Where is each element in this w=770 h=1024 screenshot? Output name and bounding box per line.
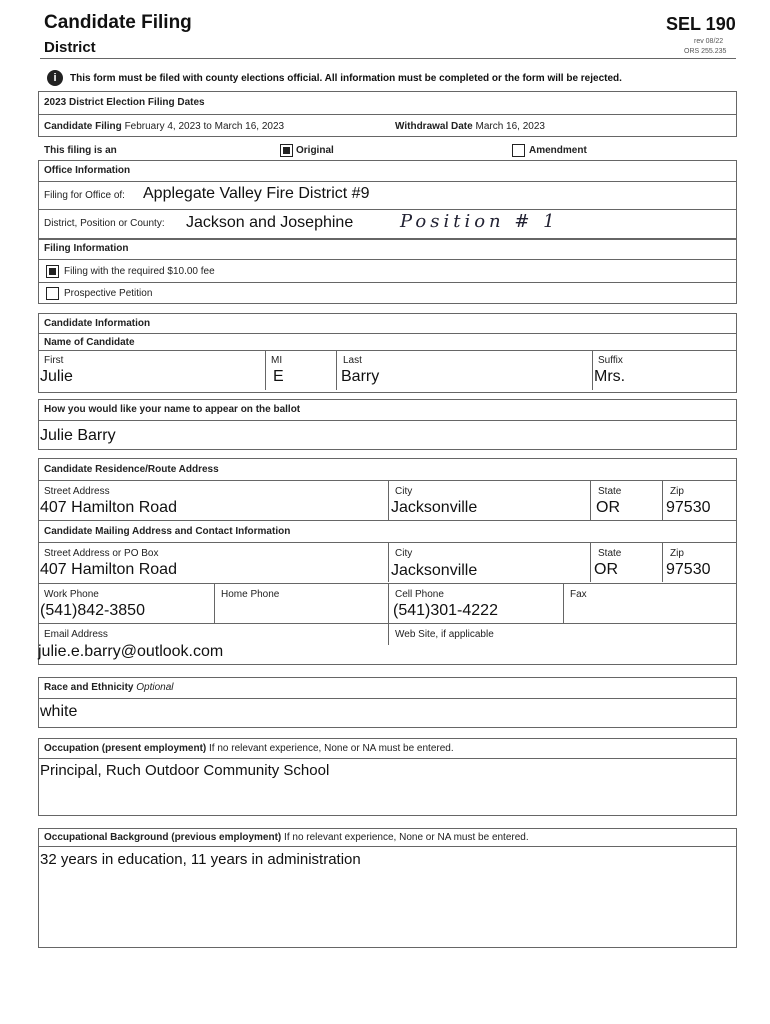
last-name-label: Last <box>343 355 362 366</box>
divider <box>38 758 736 759</box>
divider <box>38 583 736 584</box>
divider <box>563 583 564 623</box>
district-label: District, Position or County: <box>44 218 165 229</box>
filing-dates-heading: 2023 District Election Filing Dates <box>44 97 205 108</box>
suffix-label: Suffix <box>598 355 623 366</box>
residence-state-field[interactable]: OR <box>596 499 620 516</box>
occupation-note: If no relevant experience, None or NA must be entered. <box>209 743 454 754</box>
race-label: Race and Ethnicity <box>44 682 134 693</box>
withdrawal-label: Withdrawal Date <box>395 121 473 132</box>
occupation-label: Occupation (present employment) <box>44 743 207 754</box>
email-label: Email Address <box>44 629 108 640</box>
header-divider <box>40 58 736 59</box>
divider <box>38 480 736 481</box>
work-phone-label: Work Phone <box>44 589 99 600</box>
residence-zip-label: Zip <box>670 486 684 497</box>
amendment-checkbox[interactable] <box>512 144 525 157</box>
residence-street-field[interactable]: 407 Hamilton Road <box>40 499 177 516</box>
petition-label: Prospective Petition <box>64 288 153 299</box>
form-title: Candidate Filing <box>44 12 192 33</box>
residence-state-label: State <box>598 486 622 497</box>
candidate-filing-label: Candidate Filing <box>44 121 122 132</box>
form-revision: rev 08/22 <box>694 38 724 45</box>
home-phone-label: Home Phone <box>221 589 280 600</box>
background-field[interactable]: 32 years in education, 11 years in administration <box>40 851 361 868</box>
divider <box>662 542 663 582</box>
mailing-state-field[interactable]: OR <box>594 561 618 578</box>
race-heading <box>44 682 174 693</box>
original-checkbox[interactable] <box>280 144 293 157</box>
mailing-heading: Candidate Mailing Address and Contact Information <box>44 526 291 537</box>
background-heading <box>44 832 529 843</box>
withdrawal-value: March 16, 2023 <box>475 121 545 132</box>
mailing-city-label: City <box>395 548 413 559</box>
divider <box>214 583 215 623</box>
filing-info-heading: Filing Information <box>44 243 129 254</box>
name-heading: Name of Candidate <box>44 337 135 348</box>
middle-initial-label: MI <box>271 355 283 366</box>
divider <box>388 542 389 582</box>
form-statute: ORS 255.235 <box>684 48 727 55</box>
amendment-label: Amendment <box>529 145 587 156</box>
district-field[interactable]: Jackson and Josephine <box>186 214 354 231</box>
divider <box>38 846 736 847</box>
background-label: Occupational Background (previous employment) <box>44 832 282 843</box>
divider <box>38 282 736 283</box>
original-label: Original <box>296 145 334 156</box>
candidate-filing-value: February 4, 2023 to March 16, 2023 <box>124 121 285 132</box>
divider <box>38 181 736 182</box>
residence-heading: Candidate Residence/Route Address <box>44 464 219 475</box>
divider <box>590 480 591 520</box>
mailing-street-field[interactable]: 407 Hamilton Road <box>40 561 177 578</box>
ballot-name-field[interactable]: Julie Barry <box>40 427 116 444</box>
divider <box>38 542 736 543</box>
middle-initial-field[interactable]: E <box>273 368 284 385</box>
divider <box>38 623 736 624</box>
cell-phone-field[interactable]: (541)301-4222 <box>393 602 498 619</box>
divider <box>38 520 736 521</box>
mailing-zip-label: Zip <box>670 548 684 559</box>
first-name-field[interactable]: Julie <box>40 368 73 385</box>
office-heading: Office Information <box>44 165 131 176</box>
office-field[interactable]: Applegate Valley Fire District #9 <box>143 185 370 202</box>
divider <box>388 623 389 645</box>
residence-street-label: Street Address <box>44 486 110 497</box>
divider <box>592 350 593 390</box>
divider <box>38 259 736 260</box>
work-phone-field[interactable]: (541)842-3850 <box>40 602 145 619</box>
suffix-field[interactable]: Mrs. <box>594 368 626 385</box>
residence-city-label: City <box>395 486 413 497</box>
occupation-heading <box>44 743 454 754</box>
email-field[interactable]: julie.e.barry@outlook.com <box>38 643 224 660</box>
withdrawal-date <box>395 121 545 132</box>
fee-checkbox[interactable] <box>46 265 59 278</box>
divider <box>336 350 337 390</box>
residence-city-field[interactable]: Jacksonville <box>391 499 478 516</box>
race-field[interactable]: white <box>40 703 78 720</box>
background-note: If no relevant experience, None or NA must be entered. <box>284 832 529 843</box>
race-optional: Optional <box>136 682 174 693</box>
fax-label: Fax <box>570 589 587 600</box>
candidate-filing-dates <box>44 121 284 132</box>
divider <box>388 583 389 623</box>
mailing-street-label: Street Address or PO Box <box>44 548 159 559</box>
office-label: Filing for Office of: <box>44 190 125 201</box>
handwritten-position: Position # 1 <box>400 211 559 232</box>
petition-checkbox[interactable] <box>46 287 59 300</box>
divider <box>38 698 736 699</box>
first-name-label: First <box>44 355 64 366</box>
website-label: Web Site, if applicable <box>395 629 494 640</box>
divider <box>662 480 663 520</box>
notice-text: This form must be filed with county elections official. All information must be completed or the form will be rejected. <box>70 73 622 84</box>
divider <box>38 350 736 351</box>
divider <box>590 542 591 582</box>
divider <box>388 480 389 520</box>
mailing-zip-field[interactable]: 97530 <box>666 561 711 578</box>
last-name-field[interactable]: Barry <box>341 368 380 385</box>
residence-zip-field[interactable]: 97530 <box>666 499 711 516</box>
form-id: SEL 190 <box>666 14 736 34</box>
candidate-heading: Candidate Information <box>44 318 151 329</box>
divider <box>38 209 736 210</box>
divider <box>38 420 736 421</box>
fee-label: Filing with the required $10.00 fee <box>64 266 215 277</box>
occupation-field[interactable]: Principal, Ruch Outdoor Community School <box>40 762 330 779</box>
divider <box>265 350 266 390</box>
cell-phone-label: Cell Phone <box>395 589 444 600</box>
mailing-city-field[interactable]: Jacksonville <box>391 562 478 579</box>
info-icon: i <box>47 70 63 86</box>
divider <box>38 114 736 115</box>
ballot-name-label: How you would like your name to appear on the ballot <box>44 404 301 415</box>
mailing-state-label: State <box>598 548 622 559</box>
form-subtitle: District <box>44 39 96 56</box>
filing-type-label: This filing is an <box>44 145 117 156</box>
divider <box>38 333 736 334</box>
